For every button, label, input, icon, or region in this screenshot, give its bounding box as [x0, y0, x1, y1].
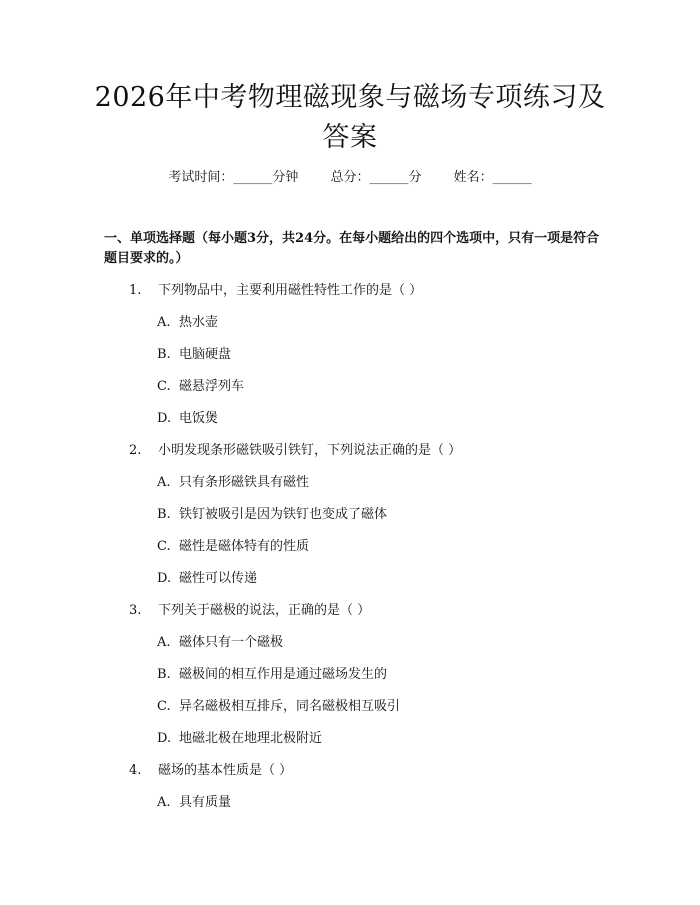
option-2a: [157, 473, 309, 493]
option-letter: D.: [157, 571, 172, 586]
question-number: 1.: [129, 283, 142, 298]
option-letter: D.: [157, 731, 172, 746]
total-score-field: 总分：______分: [330, 170, 422, 185]
question-text: 小明发现条形磁铁吸引铁钉，下列说法正确的是（ ）: [158, 443, 462, 458]
option-text: 地磁北极在地理北极附近: [179, 731, 323, 746]
option-3d: [157, 729, 322, 749]
option-text: 磁极间的相互作用是通过磁场发生的: [179, 667, 388, 682]
option-text: 磁体只有一个磁极: [179, 635, 284, 650]
option-letter: B.: [157, 347, 171, 362]
exam-time-field: 考试时间：______分钟: [168, 170, 299, 185]
option-1a: [157, 313, 218, 333]
option-text: 磁悬浮列车: [179, 379, 245, 394]
question-number: 2.: [129, 443, 142, 458]
option-4a: [157, 793, 231, 813]
option-letter: A.: [157, 475, 171, 490]
section-heading: 一、单项选择题（每小题3分，共24分。在每小题给出的四个选项中，只有一项是符合题目要求的。）: [104, 231, 600, 266]
exam-meta: [0, 168, 700, 188]
student-name-field: 姓名：______: [453, 170, 532, 185]
option-letter: C.: [157, 539, 171, 554]
option-letter: B.: [157, 507, 171, 522]
question-text: 磁场的基本性质是（ ）: [158, 763, 293, 778]
page-title: 2026年中考物理磁现象与磁场专项练习及答案: [94, 82, 606, 153]
option-text: 电饭煲: [179, 411, 219, 426]
option-2b: [157, 505, 387, 525]
option-text: 热水壶: [179, 315, 219, 330]
option-1d: [157, 409, 218, 429]
option-text: 铁钉被吸引是因为铁钉也变成了磁体: [179, 507, 388, 522]
option-2d: [157, 569, 257, 589]
option-letter: A.: [157, 635, 171, 650]
option-3a: [157, 633, 283, 653]
question-1: [129, 281, 422, 301]
question-number: 3.: [129, 603, 142, 618]
option-text: 只有条形磁铁具有磁性: [179, 475, 310, 490]
option-1c: [157, 377, 244, 397]
option-letter: A.: [157, 795, 171, 810]
question-4: [129, 761, 292, 781]
option-text: 电脑硬盘: [179, 347, 232, 362]
question-number: 4.: [129, 763, 142, 778]
option-letter: D.: [157, 411, 172, 426]
option-letter: B.: [157, 667, 171, 682]
option-1b: [157, 345, 231, 365]
option-letter: C.: [157, 699, 171, 714]
option-letter: C.: [157, 379, 171, 394]
option-3b: [157, 665, 387, 685]
option-letter: A.: [157, 315, 171, 330]
option-text: 具有质量: [179, 795, 232, 810]
option-2c: [157, 537, 309, 557]
question-2: [129, 441, 461, 461]
question-3: [129, 601, 370, 621]
option-text: 异名磁极相互排斥，同名磁极相互吸引: [179, 699, 401, 714]
option-3c: [157, 697, 400, 717]
option-text: 磁性是磁体特有的性质: [179, 539, 310, 554]
question-text: 下列物品中，主要利用磁性特性工作的是（ ）: [158, 283, 423, 298]
question-text: 下列关于磁极的说法，正确的是（ ）: [158, 603, 371, 618]
option-text: 磁性可以传递: [179, 571, 258, 586]
